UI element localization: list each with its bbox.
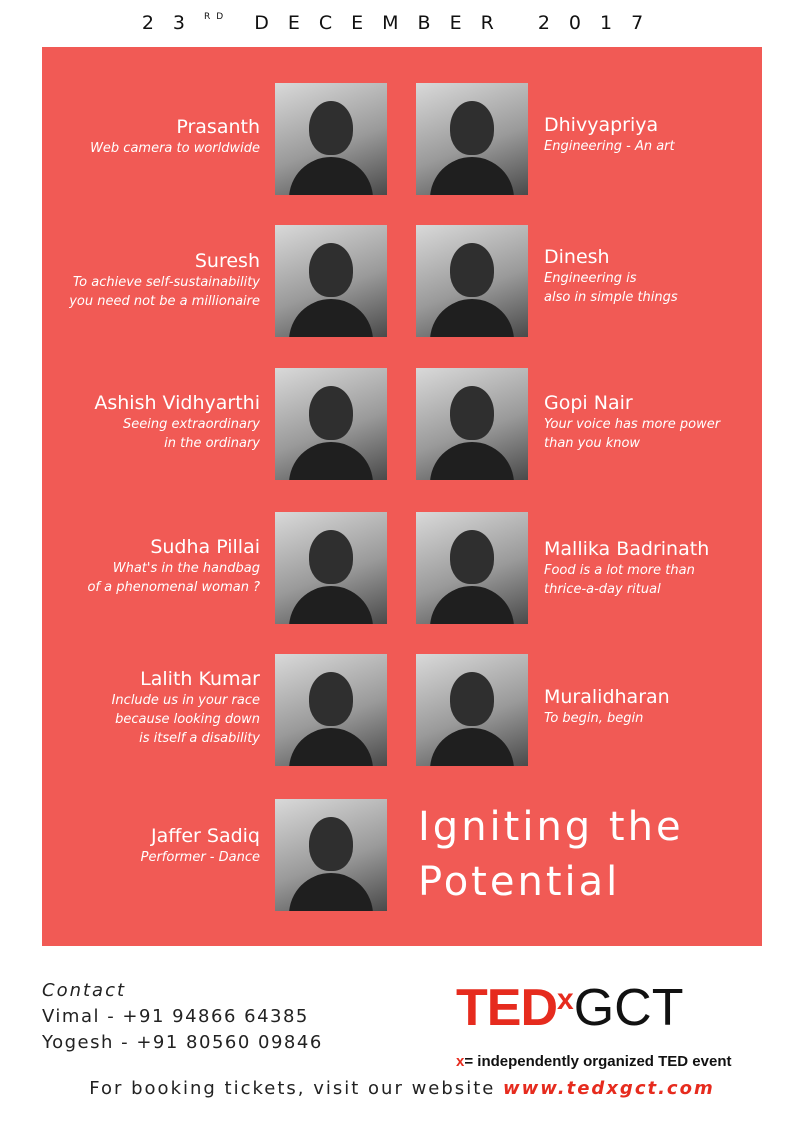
speaker-tagline: Engineering - An art	[544, 139, 675, 154]
logo-sub-text: = independently organized TED event	[464, 1053, 732, 1070]
speaker-photo-jaffer-sadiq	[275, 799, 387, 911]
speaker-name: Dinesh	[544, 246, 610, 268]
logo-x: x	[557, 983, 574, 1016]
logo-wordmark	[456, 974, 731, 1047]
date-month-year: DECEMBER 2017	[254, 12, 663, 34]
speaker-photo-mallika-badrinath	[416, 512, 528, 624]
speaker-photo-lalith-kumar	[275, 654, 387, 766]
booking-info	[0, 1078, 804, 1099]
speaker-tagline: What's in the handbag of a phenomenal woman ?	[87, 561, 260, 595]
logo-subtitle	[456, 1053, 731, 1070]
logo-gct: GCT	[573, 979, 684, 1037]
event-date	[0, 12, 804, 34]
tedx-logo	[456, 974, 731, 1070]
speaker-tagline: To achieve self-sustainability you need not be a millionaire	[69, 275, 260, 309]
speaker-name: Jaffer Sadiq	[151, 825, 260, 847]
speaker-name: Muralidharan	[544, 686, 670, 708]
speaker-tagline: Your voice has more power than you know	[544, 417, 721, 451]
date-day: 23	[141, 12, 204, 34]
speaker-name: Sudha Pillai	[150, 536, 260, 558]
speaker-jaffer-sadiq	[42, 824, 260, 867]
speaker-suresh	[42, 249, 260, 311]
speaker-name: Lalith Kumar	[140, 668, 260, 690]
speaker-name: Dhivyapriya	[544, 114, 659, 136]
speaker-name: Ashish Vidhyarthi	[94, 392, 260, 414]
logo-sub-x: x	[456, 1053, 465, 1070]
speaker-photo-dhivyapriya	[416, 83, 528, 195]
booking-text: For booking tickets, visit our website	[89, 1078, 504, 1099]
date-ordinal: RD	[204, 12, 230, 22]
speaker-name: Suresh	[194, 250, 260, 272]
speaker-tagline: Food is a lot more than thrice-a-day ritual	[544, 563, 695, 597]
speaker-sudha-pillai	[42, 535, 260, 597]
speaker-photo-sudha-pillai	[275, 512, 387, 624]
speaker-photo-suresh	[275, 225, 387, 337]
speaker-dinesh	[544, 245, 764, 307]
logo-ted: TED	[456, 979, 557, 1037]
speaker-tagline: Performer - Dance	[140, 850, 260, 865]
speaker-photo-gopi-nair	[416, 368, 528, 480]
speaker-photo-muralidharan	[416, 654, 528, 766]
speaker-name: Mallika Badrinath	[544, 538, 710, 560]
speaker-gopi-nair	[544, 391, 764, 453]
speaker-tagline: Web camera to worldwide	[90, 141, 260, 156]
speaker-photo-prasanth	[275, 83, 387, 195]
speaker-prasanth	[42, 115, 260, 158]
speaker-tagline: Seeing extraordinary in the ordinary	[123, 417, 260, 451]
speaker-dhivyapriya	[544, 113, 764, 156]
speaker-tagline: Engineering is also in simple things	[544, 271, 678, 305]
website-link[interactable]: www.tedxgct.com	[503, 1078, 715, 1099]
speaker-panel	[42, 47, 762, 946]
speaker-mallika-badrinath	[544, 537, 764, 599]
speaker-lalith-kumar	[42, 667, 260, 748]
speaker-name: Prasanth	[176, 116, 260, 138]
event-tagline: Igniting the Potential	[418, 804, 684, 905]
contact-line-yogesh: Yogesh - +91 80560 09846	[42, 1032, 323, 1053]
speaker-photo-ashish-vidhyarthi	[275, 368, 387, 480]
speaker-tagline: Include us in your race because looking down is itself a disability	[111, 693, 260, 746]
speaker-ashish-vidhyarthi	[42, 391, 260, 453]
contact-line-vimal: Vimal - +91 94866 64385	[42, 1006, 309, 1027]
speaker-photo-dinesh	[416, 225, 528, 337]
speaker-name: Gopi Nair	[544, 392, 633, 414]
speaker-tagline: To begin, begin	[544, 711, 644, 726]
contact-block	[42, 978, 323, 1056]
speaker-muralidharan	[544, 685, 764, 728]
contact-title: Contact	[42, 980, 127, 1001]
